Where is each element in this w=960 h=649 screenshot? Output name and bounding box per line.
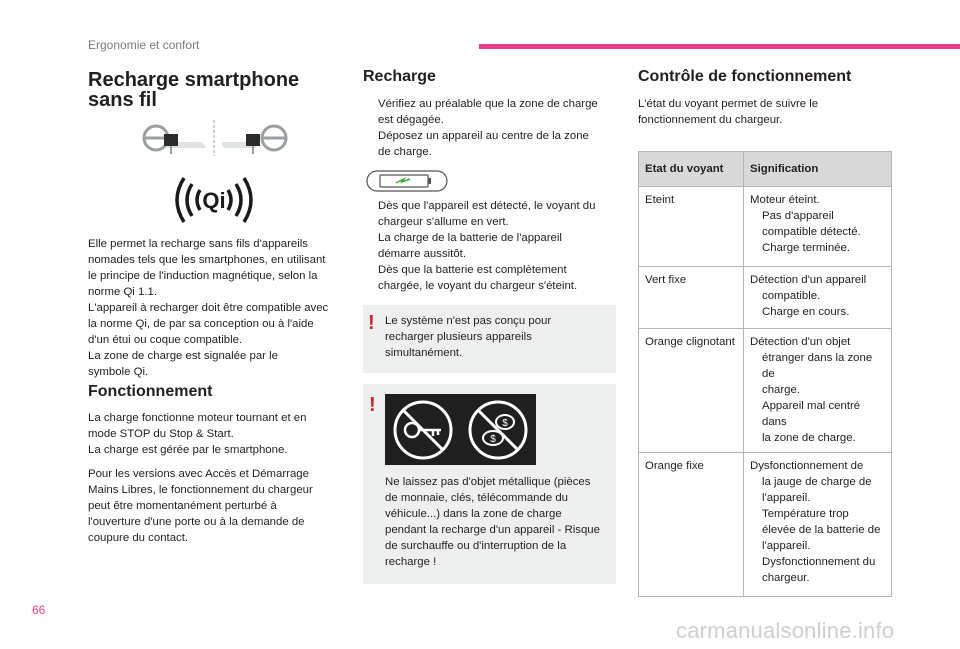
controle-intro [638,96,892,128]
state-cell: Orange clignotant [639,329,744,453]
paragraph-line: La charge fonctionne moteur tournant et en [88,412,307,424]
meaning-line: compatible. [762,290,821,302]
meaning-line: Détection d'un objet [750,336,851,348]
section-title-fonctionnement: Fonctionnement [88,383,213,400]
meaning-line: Appareil mal centré dans [762,400,861,428]
svg-text:$: $ [490,434,496,445]
page-number: 66 [32,603,46,617]
svg-text:$: $ [502,418,508,429]
meaning-line: l'appareil. [762,492,811,504]
paragraph-line: coupure du contact. [88,532,189,544]
warning-line: simultanément. [385,347,463,359]
warning-line: Ne laissez pas d'objet métallique (pièces [385,476,591,488]
indicator-status-table-wrapper [638,151,892,597]
qi-symbol-text: Qi [202,188,226,213]
intro-line: d'un étui ou coque compatible. [88,334,243,346]
steering-wheel-illustration [136,118,296,158]
warning-icon: ! [369,394,376,416]
steering-wheel-left-icon [144,126,206,154]
meaning-line: Charge en cours. [762,306,850,318]
list-item [363,262,616,294]
intro-line: la norme Qi, de par sa conception ou à l'aide [88,318,314,330]
bullet-line: Vérifiez au préalable que la zone de charge [378,98,598,110]
bullet-line: Dès que l'appareil est détecté, le voyant du [378,200,596,212]
bullet-line: Dès que la batterie est complètement [378,264,567,276]
meaning-line: Pas d'appareil [762,210,834,222]
meaning-cell [744,187,892,267]
bullet-line: démarre aussitôt. [378,248,466,260]
indicator-status-table [638,151,892,597]
meaning-line: étranger dans la zone de [762,352,873,380]
meaning-line: la jauge de charge de [762,476,872,488]
meaning-line: Dysfonctionnement de [750,460,864,472]
warning-line: véhicule...) dans la zone de charge [385,508,562,520]
intro-line: norme Qi 1.1. [88,286,158,298]
table-header-row [639,152,892,187]
meaning-line: la zone de charge. [762,432,856,444]
fonctionnement-paragraph-1 [88,410,348,458]
bullet-line: La charge de la batterie de l'appareil [378,232,562,244]
table-row [639,453,892,597]
warning-box-multiple-devices [363,305,616,373]
paragraph-line: fonctionnement du chargeur. [638,114,783,126]
intro-paragraph [88,236,348,380]
meaning-cell [744,267,892,329]
list-item [363,128,616,160]
meaning-line: Détection d'un appareil [750,274,867,286]
paragraph-line: Pour les versions avec Accès et Démarrage [88,468,309,480]
meaning-line: élevée de la batterie de [762,524,881,536]
list-item [363,198,616,230]
bullet-line: est dégagée. [378,114,444,126]
meaning-cell [744,453,892,597]
meaning-line: l'appareil. [762,540,811,552]
intro-line: Elle permet la recharge sans fils d'appareils [88,238,308,250]
running-header: Ergonomie et confort [88,38,200,52]
charge-status-list [363,198,616,294]
meaning-line: Charge terminée. [762,242,851,254]
warning-line: de surchauffe ou d'interruption de la [385,540,567,552]
paragraph-line: mode STOP du Stop & Start. [88,428,234,440]
meaning-line: compatible détecté. [762,226,861,238]
bullet-line: de charge. [378,146,432,158]
intro-line: le principe de l'induction magnétique, selon la [88,270,318,282]
list-item [363,96,616,128]
paragraph-line: L'état du voyant permet de suivre le [638,98,819,110]
qi-wireless-icon [164,172,264,228]
bullet-line: chargée, le voyant du chargeur s'éteint. [378,280,578,292]
warning-line: de monnaie, clés, télécommande du [385,492,568,504]
meaning-line: chargeur. [762,572,810,584]
paragraph-line: peut être momentanément perturbé à [88,500,277,512]
paragraph-line: La charge est gérée par le smartphone. [88,444,288,456]
table-row [639,267,892,329]
list-item [363,230,616,262]
meaning-line: charge. [762,384,800,396]
intro-line: nomades tels que les smartphones, en utilisant [88,254,326,266]
state-cell: Eteint [639,187,744,267]
paragraph-line: l'ouverture d'une porte ou à la demande de [88,516,305,528]
warning-line: pendant la recharge d'un appareil - Risque [385,524,600,536]
section-title-controle: Contrôle de fonctionnement [638,68,852,85]
intro-line: La zone de charge est signalée par le [88,350,278,362]
warning-line: Le système n'est pas conçu pour [385,315,552,327]
meaning-line: Moteur éteint. [750,194,820,206]
no-metal-objects-pictogram [385,394,536,465]
charger-indicator-icon [366,170,448,192]
meaning-line: Température trop [762,508,849,520]
warning-line: recharge ! [385,556,437,568]
warning-line: recharger plusieurs appareils [385,331,532,343]
bullet-line: chargeur s'allume en vert. [378,216,509,228]
page-title: Recharge smartphone sans fil [88,69,300,111]
state-cell: Vert fixe [639,267,744,329]
watermark: carmanualsonline.info [676,618,895,643]
table-row [639,329,892,453]
section-title-recharge: Recharge [363,68,436,85]
bullet-line: Déposez un appareil au centre de la zone [378,130,589,142]
meaning-cell [744,329,892,453]
warning-icon: ! [368,312,375,334]
state-cell: Orange fixe [639,453,744,597]
intro-line: L'appareil à recharger doit être compatible avec [88,302,329,314]
column-header-state: Etat du voyant [639,152,744,187]
column-header-meaning: Signification [744,152,892,187]
fonctionnement-paragraph-2 [88,466,348,546]
steering-wheel-right-icon [222,126,286,154]
meaning-line: Dysfonctionnement du [762,556,876,568]
intro-line: symbole Qi. [88,366,149,378]
table-row [639,187,892,267]
recharge-steps-list [363,96,616,160]
paragraph-line: Mains Libres, le fonctionnement du chargeur [88,484,313,496]
header-accent-bar [479,44,960,49]
warning-box-metal-objects [363,384,616,584]
